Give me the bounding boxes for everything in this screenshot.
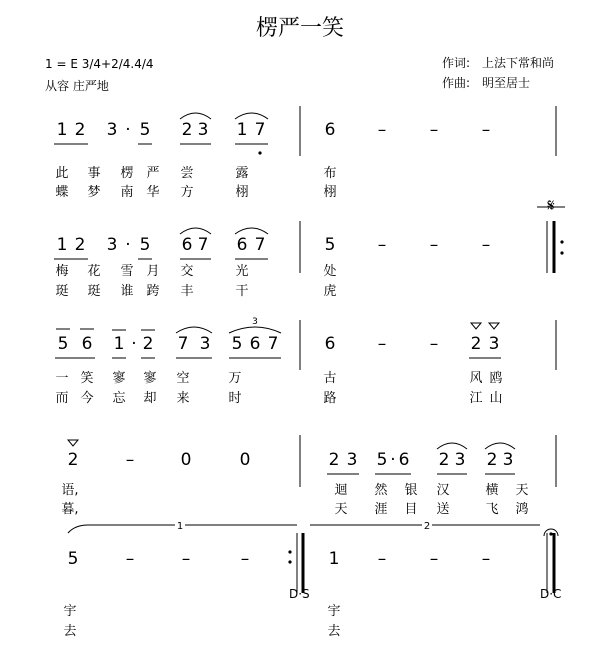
fermata-dot bbox=[549, 532, 552, 535]
note: 1 bbox=[328, 549, 340, 569]
tie bbox=[485, 443, 515, 449]
lyric-syllable: 珽 bbox=[87, 284, 101, 299]
lyric-syllable: 笑 bbox=[80, 371, 94, 386]
lyric-syllable: 光 bbox=[235, 264, 249, 279]
note: 3 bbox=[197, 120, 209, 140]
lyric-syllable: 尝 bbox=[180, 166, 194, 181]
lyric-syllable: 栩 bbox=[323, 185, 337, 200]
note: 1 bbox=[56, 235, 68, 255]
note: 2 bbox=[181, 120, 193, 140]
repeat-dot bbox=[288, 560, 291, 563]
lyric-syllable: 风 bbox=[469, 371, 483, 386]
note: 2 bbox=[486, 450, 498, 470]
lyric-syllable: 银 bbox=[404, 483, 418, 498]
lyric-syllable: 目 bbox=[404, 502, 418, 517]
lyric-syllable: 去 bbox=[327, 624, 341, 639]
lyric-syllable: 寥 bbox=[112, 371, 126, 386]
lyric-syllable: 天 bbox=[334, 502, 348, 517]
lyric-syllable: 此 bbox=[55, 166, 69, 181]
note: 6 bbox=[181, 235, 193, 255]
lyric-syllable: 宇 bbox=[63, 604, 77, 619]
second-ending-number: 2 bbox=[423, 521, 431, 532]
note: 5 bbox=[376, 450, 388, 470]
key-time-signature: 1 = E 3/4+2/4.4/4 bbox=[45, 57, 154, 71]
repeat-dot bbox=[560, 240, 563, 243]
dot-mark: · bbox=[125, 235, 131, 255]
note: 7 bbox=[177, 334, 189, 354]
note: 3 bbox=[199, 334, 211, 354]
lyricist-name: 上法下常和尚 bbox=[482, 56, 555, 70]
first-ending-bracket bbox=[68, 525, 175, 533]
note: 1 bbox=[56, 120, 68, 140]
lyric-syllable: 华 bbox=[146, 185, 160, 200]
sustain-dash: – bbox=[429, 235, 439, 255]
lyric-syllable: 交 bbox=[180, 264, 194, 279]
first-ending-number: 1 bbox=[176, 521, 184, 532]
note: 3 bbox=[502, 450, 514, 470]
note: 2 bbox=[67, 450, 79, 470]
sustain-dash: – bbox=[481, 235, 491, 255]
sustain-dash: – bbox=[125, 450, 135, 470]
sustain-dash: – bbox=[377, 235, 387, 255]
breath-mark bbox=[489, 323, 499, 329]
lyric-syllable: 梅 bbox=[55, 264, 69, 279]
composer-label: 作曲: bbox=[442, 76, 471, 90]
lyric-syllable: 送 bbox=[436, 502, 450, 517]
lyric-syllable: 梦 bbox=[87, 185, 101, 200]
note: 2 bbox=[438, 450, 450, 470]
lyric-syllable: 迴 bbox=[334, 483, 348, 498]
lyric-syllable: 一 bbox=[55, 371, 69, 386]
note: 7 bbox=[254, 120, 266, 140]
sustain-dash: – bbox=[181, 549, 191, 569]
note: 2 bbox=[74, 120, 86, 140]
lyric-syllable: 鸥 bbox=[489, 371, 503, 386]
lyric-syllable: 寥 bbox=[143, 371, 157, 386]
sustain-dash: – bbox=[481, 120, 491, 140]
note: 5 bbox=[57, 334, 69, 354]
lyric-syllable: 今 bbox=[80, 391, 94, 406]
lyric-syllable: 横 bbox=[485, 483, 499, 498]
note: 1 bbox=[236, 120, 248, 140]
note: 3 bbox=[454, 450, 466, 470]
note: 0 bbox=[180, 450, 192, 470]
da-capo-mark: D·C bbox=[540, 587, 562, 601]
note: 0 bbox=[239, 450, 251, 470]
lyric-syllable: 去 bbox=[63, 624, 77, 639]
note: 6 bbox=[236, 235, 248, 255]
lyric-syllable: 却 bbox=[143, 391, 157, 406]
lyric-syllable: 时 bbox=[228, 391, 242, 406]
lyric-syllable: 语, bbox=[61, 483, 79, 498]
sustain-dash: – bbox=[377, 334, 387, 354]
tie bbox=[180, 228, 211, 234]
breath-mark bbox=[68, 440, 78, 446]
dal-segno-mark: D·S bbox=[289, 587, 310, 601]
sustain-dash: – bbox=[377, 120, 387, 140]
lyric-syllable: 干 bbox=[235, 284, 249, 299]
lyric-syllable: 天 bbox=[515, 483, 529, 498]
lyric-syllable: 宇 bbox=[327, 604, 341, 619]
lyric-syllable: 处 bbox=[323, 264, 337, 279]
lyric-syllable: 栩 bbox=[235, 185, 249, 200]
lyric-syllable: 露 bbox=[235, 166, 249, 181]
note: 6 bbox=[249, 334, 261, 354]
lyric-syllable: 方 bbox=[180, 185, 194, 200]
tie bbox=[180, 113, 211, 119]
lyric-syllable: 古 bbox=[323, 371, 337, 386]
lyric-syllable: 飞 bbox=[485, 502, 499, 517]
note: 6 bbox=[324, 120, 336, 140]
note: 2 bbox=[142, 334, 154, 354]
repeat-dot bbox=[288, 550, 291, 553]
sustain-dash: – bbox=[377, 549, 387, 569]
breath-mark bbox=[471, 323, 481, 329]
note: 5 bbox=[139, 235, 151, 255]
lyric-syllable: 然 bbox=[374, 483, 388, 498]
lyricist-label: 作词: bbox=[442, 56, 471, 70]
note: 2 bbox=[328, 450, 340, 470]
note: 3 bbox=[106, 235, 118, 255]
lyric-syllable: 暮, bbox=[61, 502, 79, 517]
note: 3 bbox=[346, 450, 358, 470]
tie bbox=[235, 228, 268, 234]
lyric-syllable: 布 bbox=[323, 166, 337, 181]
note: 3 bbox=[106, 120, 118, 140]
lyric-syllable: 汉 bbox=[436, 483, 450, 498]
sustain-dash: – bbox=[429, 549, 439, 569]
lyric-syllable: 雪 bbox=[120, 264, 134, 279]
note: 2 bbox=[470, 334, 482, 354]
lyric-syllable: 跨 bbox=[146, 284, 160, 299]
note: 5 bbox=[67, 549, 79, 569]
sustain-dash: – bbox=[240, 549, 250, 569]
note: 6 bbox=[81, 334, 93, 354]
sustain-dash: – bbox=[481, 549, 491, 569]
note: 3 bbox=[488, 334, 500, 354]
lyric-syllable: 谁 bbox=[120, 284, 134, 299]
note: 2 bbox=[74, 235, 86, 255]
lyric-syllable: 南 bbox=[120, 185, 134, 200]
song-title: 楞严一笑 bbox=[255, 16, 344, 41]
tie bbox=[176, 327, 212, 333]
tie bbox=[235, 113, 268, 119]
dot-mark: · bbox=[390, 450, 396, 470]
lyric-syllable: 花 bbox=[87, 264, 101, 279]
note: 5 bbox=[139, 120, 151, 140]
note: 7 bbox=[254, 235, 266, 255]
lyric-syllable: 涯 bbox=[374, 502, 388, 517]
composer-name: 明至居士 bbox=[482, 76, 531, 90]
segno-sign: 𝄋 bbox=[547, 196, 555, 216]
lyric-syllable: 丰 bbox=[180, 284, 194, 299]
lyric-syllable: 楞 bbox=[120, 166, 134, 181]
note: 6 bbox=[398, 450, 410, 470]
note: 6 bbox=[324, 334, 336, 354]
lyric-syllable: 严 bbox=[146, 166, 160, 181]
dot-mark: · bbox=[131, 334, 137, 354]
lyric-syllable: 万 bbox=[228, 371, 242, 386]
dot-mark: · bbox=[125, 120, 131, 140]
note: 7 bbox=[267, 334, 279, 354]
lyric-syllable: 月 bbox=[146, 264, 160, 279]
lyric-syllable: 空 bbox=[176, 371, 190, 386]
lyric-syllable: 山 bbox=[489, 391, 503, 406]
repeat-dot bbox=[560, 251, 563, 254]
triplet-number: 3 bbox=[252, 317, 258, 327]
lyric-syllable: 而 bbox=[55, 391, 69, 406]
lyric-syllable: 忘 bbox=[112, 391, 126, 406]
lyric-syllable: 来 bbox=[176, 391, 190, 406]
lyric-syllable: 事 bbox=[87, 166, 101, 181]
lyric-syllable: 路 bbox=[323, 391, 337, 406]
sustain-dash: – bbox=[125, 549, 135, 569]
lyric-syllable: 虎 bbox=[323, 284, 337, 299]
note: 5 bbox=[231, 334, 243, 354]
lyric-syllable: 鸿 bbox=[515, 502, 529, 517]
lyric-syllable: 江 bbox=[469, 391, 483, 406]
sustain-dash: – bbox=[429, 334, 439, 354]
lyric-syllable: 蝶 bbox=[55, 185, 69, 200]
tie bbox=[437, 443, 467, 449]
lyric-syllable: 珽 bbox=[55, 284, 69, 299]
octave-dot-low bbox=[258, 151, 261, 154]
sustain-dash: – bbox=[429, 120, 439, 140]
triplet-slur bbox=[229, 327, 281, 333]
tempo-marking: 从容 庄严地 bbox=[45, 79, 109, 93]
note: 5 bbox=[324, 235, 336, 255]
note: 1 bbox=[113, 334, 125, 354]
note: 7 bbox=[197, 235, 209, 255]
